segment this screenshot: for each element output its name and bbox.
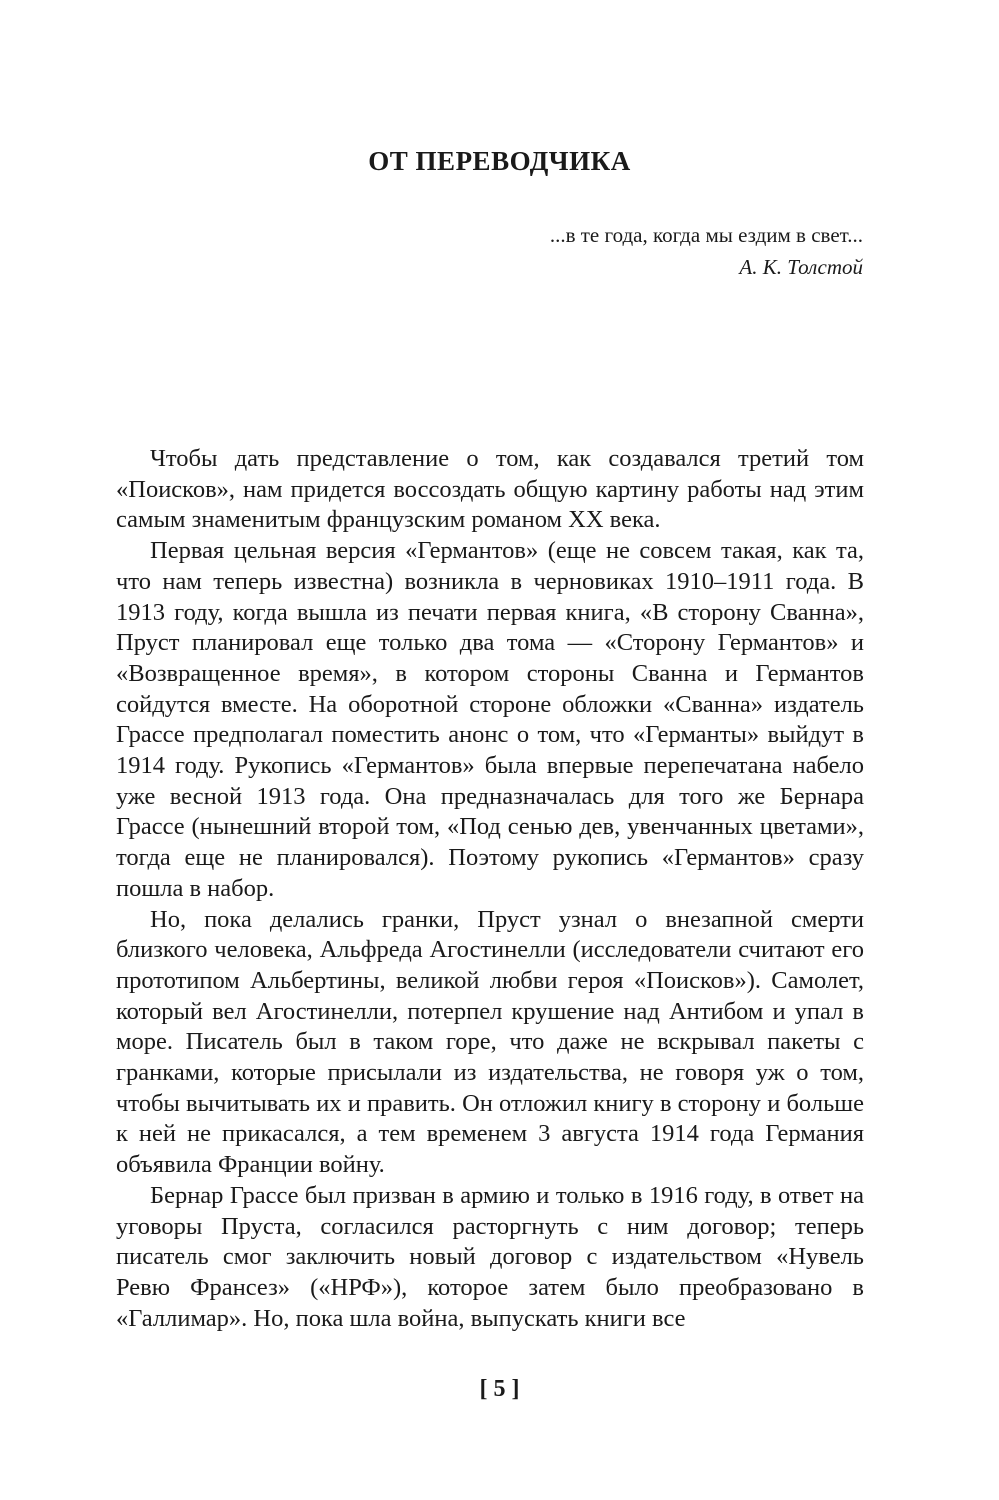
paragraph: Первая цельная версия «Германтов» (еще не совсем такая, как та, что нам теперь известна) возникла в черновиках 1910–1911 года. В 1913 году, когда вышла из печати первая книга, «В сторону Сванна», Пруст планировал еще только два тома — «Сторону Германтов» и «Возвращенное время», в котором стороны Сванна и Германтов сойдутся вместе. На оборотной стороне обложки «Сванна» издатель Грассе предполагал поместить анонс о том, что «Германты» выйдут в 1914 году. Рукопись «Германтов» была впервые перепечатана набело уже весной 1913 года. Она предназначалась для того же Бернара Грассе (нынешний второй том, «Под сенью дев, увенчанных цветами», тогда еще не планировался). Поэтому рукопись «Германтов» сразу пошла в набор. <box>116 537 864 902</box>
paragraph: Чтобы дать представление о том, как создавался третий том «Поисков», нам придется воссоздать общую картину работы над этим самым знаменитым французским романом XX века. <box>116 445 864 534</box>
paragraph: Бернар Грассе был призван в армию и только в 1916 году, в ответ на уговоры Пруста, согласился расторгнуть с ним договор; теперь писатель смог заключить новый договор с издательством «Нувель Ревю Франсез» («НРФ»), которое затем было преобразовано в «Галлимар». Но, пока шла война, выпускать книги все <box>116 1181 864 1332</box>
epigraph-author: А. К. Толстой <box>739 255 863 279</box>
chapter-title: ОТ ПЕРЕВОДЧИКА <box>368 146 631 176</box>
body-text <box>116 444 864 1334</box>
page-number: [ 5 ] <box>479 1376 520 1402</box>
epigraph <box>550 219 863 283</box>
paragraph: Но, пока делались гранки, Пруст узнал о внезапной смерти близкого человека, Альфреда Агостинелли (исследователи считают его прототипом Альбертины, великой любви героя «Поисков»). Самолет, который вел Агостинелли, потерпел крушение над Антибом и упал в море. Писатель был в таком горе, что даже не вскрывал пакеты с гранками, которые присылали из издательства, не говоря уж о том, чтобы вычитывать их и править. Он отложил книгу в сторону и больше к ней не прикасался, а тем временем 3 августа 1914 года Германия объявила Франции войну. <box>116 905 864 1179</box>
epigraph-quote: ...в те года, когда мы ездим в свет... <box>549 223 863 247</box>
